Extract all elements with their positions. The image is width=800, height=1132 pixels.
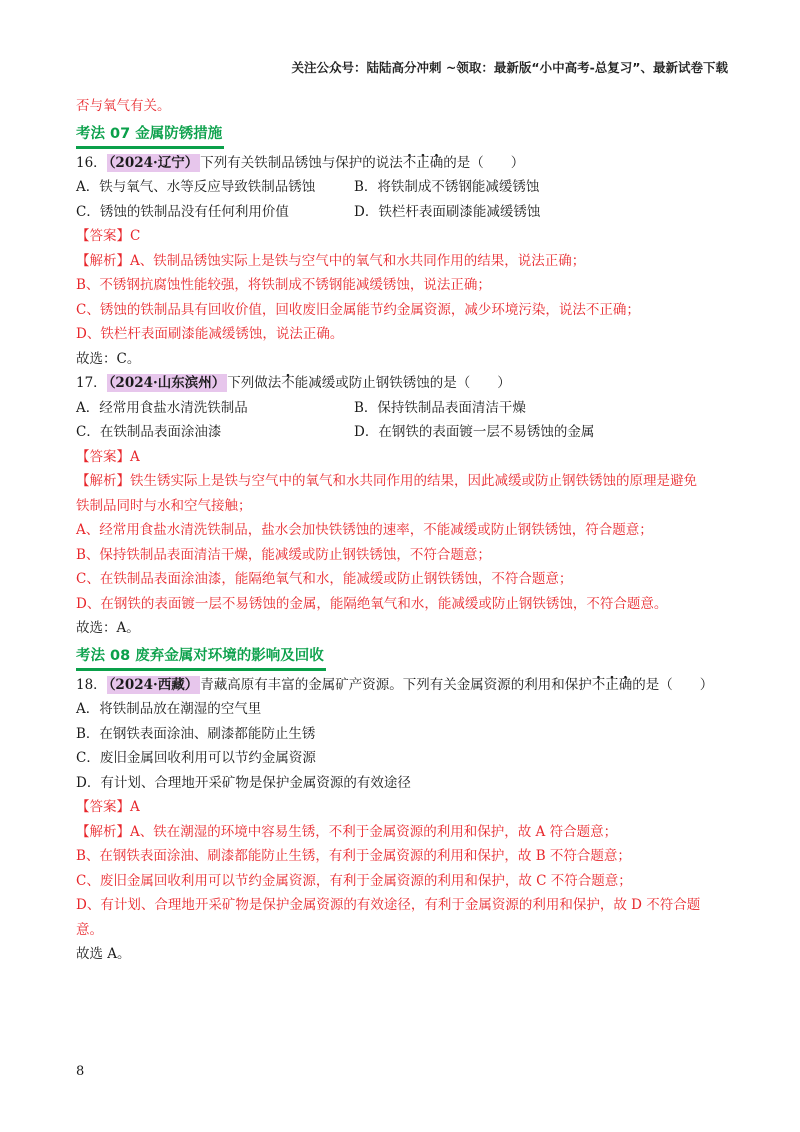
question-17-stem: 17． （2024·山东滨州） 下列做法不能减缓或防止钢铁锈蚀的是（ ） <box>76 375 511 391</box>
explanation-line: 【解析】A、铁在潮湿的环境中容易生锈，不利于金属资源的利用和保护，故 A 符合题意； <box>76 823 618 840</box>
emphasis-dot-char: 确 <box>618 676 633 693</box>
section-heading-8: 考法 08 废弃金属对环境的影响及回收 <box>76 645 326 671</box>
answer-16: 【答案】C <box>76 228 141 244</box>
answer-18: 【答案】A <box>76 799 140 815</box>
question-16-stem: 16． （2024·辽宁） 下列有关铁制品锈蚀与保护的说法不正确的是（ ） <box>76 154 525 171</box>
emphasis-dot-char: 正 <box>605 676 619 693</box>
option-d: D．有计划、合理地开采矿物是保护金属资源的有效途径 <box>76 774 411 791</box>
question-17-options-row2 <box>76 420 726 445</box>
explanation-line: A、经常用食盐水清洗铁制品，盐水会加快铁锈蚀的速率，不能减缓或防止钢铁锈蚀，符合题意； <box>76 522 653 538</box>
conclusion-18: 故选 A。 <box>76 946 131 962</box>
emphasis-dot-char: 确 <box>429 154 444 171</box>
question-source-tag: （2024·山东滨州） <box>108 375 226 391</box>
explanation-line: 【解析】铁生锈实际上是铁与空气中的氧气和水共同作用的结果，因此减缓或防止钢铁锈蚀的原理是避免 <box>76 473 697 489</box>
question-16-options-row2 <box>76 200 726 225</box>
emphasis-dot-char: 不 <box>591 676 606 693</box>
conclusion-16: 故选：C。 <box>76 350 141 367</box>
question-16-options-row1 <box>76 175 726 200</box>
emphasis-dot-char: 不 <box>402 154 417 171</box>
explanation-line: 意。 <box>76 921 103 938</box>
option-d: D．铁栏杆表面刷漆能减缓锈蚀 <box>354 203 541 220</box>
option-a: A．铁与氧气、水等反应导致铁制品锈蚀 <box>76 179 316 195</box>
option-c: C．在铁制品表面涂油漆 <box>76 424 222 440</box>
explanation-line: C、废旧金属回收利用可以节约金属资源，有利于金属资源的利用和保护，故 C 不符合题意； <box>76 872 632 889</box>
page-number: 8 <box>76 1064 85 1079</box>
answer-17: 【答案】A <box>76 448 140 465</box>
explanation-line: D、铁栏杆表面刷漆能减缓锈蚀，说法正确。 <box>76 326 344 342</box>
explanation-line: D、有计划、合理地开采矿物是保护金属资源的有效途径，有利于金属资源的利用和保护，故 D 不符合题 <box>76 897 701 913</box>
option-b: B．在钢铁表面涂油、刷漆都能防止生锈 <box>76 725 316 742</box>
explanation-line: C、锈蚀的铁制品具有回收价值，回收废旧金属能节约金属资源，减少环境污染，说法不正确； <box>76 301 640 318</box>
explanation-line: B、不锈钢抗腐蚀性能较强，将铁制成不锈钢能减缓锈蚀，说法正确； <box>76 277 491 293</box>
explanation-line: C、在铁制品表面涂油漆，能隔绝氧气和水，能减缓或防止钢铁锈蚀，不符合题意； <box>76 571 573 587</box>
question-18-stem: 18． （2024·西藏） 青藏高原有丰富的金属矿产资源。下列有关金属资源的利用和保护不正确的是（ ） <box>76 676 714 693</box>
question-source-tag: （2024·西藏） <box>108 676 199 693</box>
explanation-line: D、在钢铁的表面镀一层不易锈蚀的金属，能隔绝氧气和水，能减缓或防止钢铁锈蚀，不符合题意。 <box>76 595 668 612</box>
option-c: C．废旧金属回收利用可以节约金属资源 <box>76 750 316 766</box>
option-d: D．在钢铁的表面镀一层不易锈蚀的金属 <box>354 424 595 440</box>
question-17-options-row1 <box>76 396 726 421</box>
option-a: A．将铁制品放在潮湿的空气里 <box>76 701 262 717</box>
option-a: A．经常用食盐水清洗铁制品 <box>76 399 248 416</box>
continued-text: 否与氧气有关。 <box>76 98 171 114</box>
question-source-tag: （2024·辽宁） <box>108 154 199 171</box>
explanation-line: 【解析】A、铁制品锈蚀实际上是铁与空气中的氧气和水共同作用的结果，说法正确； <box>76 252 586 269</box>
conclusion-17: 故选：A。 <box>76 620 140 636</box>
explanation-line: B、在钢铁表面涂油、刷漆都能防止生锈，有利于金属资源的利用和保护，故 B 不符合题意； <box>76 848 631 864</box>
option-b: B．将铁制成不锈钢能减缓锈蚀 <box>354 179 540 195</box>
option-c: C．锈蚀的铁制品没有任何利用价值 <box>76 203 289 220</box>
page-header: 关注公众号：陆陆高分冲刺 ~领取：最新版“小中高考-总复习”、最新试卷下载 <box>291 60 728 75</box>
option-b: B．保持铁制品表面清洁干燥 <box>354 399 526 416</box>
section-heading-7: 考法 07 金属防锈措施 <box>76 123 224 149</box>
document-body <box>76 94 726 967</box>
explanation-line: 铁制品同时与水和空气接触； <box>76 497 252 514</box>
emphasis-dot-char: 正 <box>416 154 430 171</box>
explanation-line: B、保持铁制品表面清洁干燥，能减缓或防止钢铁锈蚀，不符合题意； <box>76 546 491 563</box>
emphasis-dot-char: 不 <box>281 375 295 391</box>
